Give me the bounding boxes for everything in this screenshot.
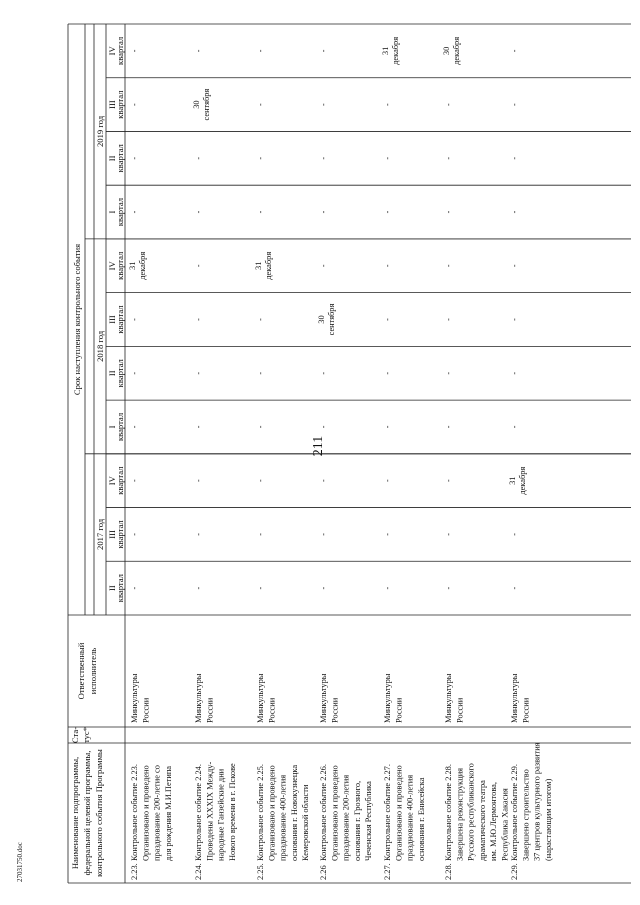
row-deadline-empty: -: [510, 264, 519, 268]
header-name-column: федеральной целевой программы,: [82, 750, 92, 876]
row-deadline-empty: -: [444, 425, 453, 429]
page-number: 211: [311, 435, 326, 457]
row-deadline-empty: -: [130, 425, 139, 429]
header-quarter-label: квартал: [115, 305, 125, 334]
row-event-name: празднование 200-летия: [341, 774, 351, 861]
row-responsible: России: [205, 697, 215, 723]
row-deadline-empty: -: [510, 156, 519, 160]
row-deadline-empty: -: [194, 533, 203, 536]
row-event-name: Завершено строительство: [521, 769, 531, 861]
row-deadline-day: 30: [442, 46, 451, 56]
row-deadline-empty: -: [130, 103, 139, 106]
row-event-name: для рождения М.И.Петипа: [163, 765, 173, 861]
row-event-name: Республика Хакасия: [500, 788, 510, 861]
row-responsible: России: [455, 697, 465, 723]
row-deadline-empty: -: [130, 318, 139, 321]
row-responsible: Минкультуры: [194, 673, 203, 723]
header-quarter-label: квартал: [115, 251, 125, 280]
header-quarter-label: квартал: [115, 359, 125, 388]
row-deadline-empty: -: [256, 479, 265, 483]
header-responsible-column: исполнитель: [88, 647, 98, 695]
row-deadline-empty: -: [383, 479, 392, 483]
row-deadline-empty: -: [383, 318, 392, 321]
row-number: 2.25.: [256, 863, 265, 880]
row-responsible: России: [394, 697, 404, 723]
row-event-name: Русского республиканского: [466, 763, 476, 861]
row-responsible: Минкультуры: [444, 673, 453, 723]
row-event-name: драматического театра: [477, 780, 487, 861]
row-deadline-empty: -: [130, 371, 139, 375]
row-number: 2.24.: [194, 863, 203, 880]
row-deadline-empty: -: [194, 318, 203, 321]
row-deadline-day: 30: [317, 315, 326, 324]
header-quarter-number: I: [107, 210, 117, 214]
row-deadline-month: сентября: [202, 88, 211, 121]
row-deadline-empty: -: [444, 103, 453, 106]
row-deadline-empty: -: [319, 479, 328, 483]
row-number: 2.29.: [510, 863, 519, 880]
row-deadline-empty: -: [130, 156, 139, 160]
row-deadline-empty: -: [383, 210, 392, 214]
row-responsible: Минкультуры: [510, 673, 519, 723]
row-deadline-day: 31: [254, 261, 263, 270]
row-deadline-empty: -: [510, 49, 519, 53]
row-responsible: Минкультуры: [130, 673, 139, 723]
row-deadline-empty: -: [319, 425, 328, 429]
row-deadline-empty: -: [444, 586, 453, 590]
header-year: 2017 год: [95, 518, 105, 550]
row-deadline-empty: -: [444, 264, 453, 268]
row-deadline-empty: -: [319, 210, 328, 214]
header-quarter-number: I: [107, 425, 117, 429]
row-deadline-empty: -: [510, 586, 519, 590]
row-deadline-empty: -: [383, 103, 392, 106]
row-deadline-empty: -: [130, 210, 139, 214]
row-deadline-empty: -: [510, 210, 519, 214]
row-number: 2.26: [319, 865, 328, 880]
row-event-name: Организовано и проведено: [267, 765, 277, 861]
row-event-name: основания г. Енисейска: [416, 777, 426, 861]
row-deadline-month: сентября: [327, 303, 336, 336]
row-deadline-empty: -: [319, 533, 328, 536]
row-event-name: Контрольное событие 2.27.: [383, 764, 392, 861]
row-deadline-empty: -: [194, 479, 203, 483]
row-deadline-empty: -: [319, 156, 328, 160]
row-event-name: Контрольное событие 2.26.: [319, 764, 328, 861]
row-responsible: Минкультуры: [319, 673, 328, 723]
row-responsible: России: [267, 697, 277, 723]
row-deadline-empty: -: [256, 103, 265, 106]
row-number: 2.23.: [130, 863, 139, 880]
header-quarter-label: квартал: [115, 412, 125, 442]
row-deadline-day: 31: [508, 476, 517, 485]
row-deadline-month: декабря: [264, 251, 273, 280]
row-deadline-empty: -: [444, 371, 453, 375]
row-deadline-day: 31: [128, 261, 137, 270]
row-event-name: основания г. Грозного,: [352, 780, 362, 861]
row-deadline-empty: -: [510, 425, 519, 429]
header-name-column: контрольного события Программы: [94, 749, 104, 877]
header-year: 2018 год: [95, 330, 105, 362]
row-event-name: празднование 400-летия: [405, 774, 415, 861]
row-deadline-empty: -: [194, 49, 203, 53]
header-quarter-number: IV: [107, 46, 117, 56]
row-event-name: Организовано и проведено: [394, 765, 404, 861]
row-deadline-empty: -: [256, 49, 265, 53]
row-deadline-empty: -: [510, 318, 519, 321]
row-deadline-empty: -: [130, 533, 139, 536]
row-number: 2.28.: [444, 863, 453, 880]
row-deadline-empty: -: [194, 425, 203, 429]
header-quarter-label: квартал: [115, 466, 125, 495]
row-event-name: Проведены XXXIX Между-: [205, 761, 215, 861]
row-deadline-empty: -: [194, 264, 203, 268]
row-deadline-empty: -: [194, 156, 203, 160]
row-event-name: Завершена реконструкция: [455, 767, 465, 861]
header-quarter-label: квартал: [115, 197, 125, 227]
header-quarter-number: IV: [107, 476, 117, 486]
row-deadline-empty: -: [319, 103, 328, 106]
row-deadline-empty: -: [319, 586, 328, 590]
header-quarter-number: III: [107, 100, 117, 109]
row-deadline-month: декабря: [518, 466, 527, 495]
row-responsible: Минкультуры: [383, 673, 392, 723]
header-quarter-label: квартал: [115, 574, 125, 603]
header-responsible-column: Ответственный: [76, 642, 86, 700]
row-event-name: им. М.Ю.Лермонтова,: [489, 782, 499, 861]
row-deadline-month: декабря: [452, 36, 461, 65]
header-quarter-label: квартал: [115, 36, 125, 65]
row-deadline-empty: -: [194, 586, 203, 590]
row-event-name: народные Ганзейские дни: [216, 768, 226, 861]
header-deadline: Срок наступления контрольного события: [72, 243, 82, 396]
row-event-name: (нарастающим итогом): [543, 778, 553, 861]
row-deadline-empty: -: [130, 49, 139, 53]
row-deadline-empty: -: [256, 318, 265, 321]
row-event-name: Контрольное событие 2.24.: [194, 764, 203, 861]
row-deadline-empty: -: [256, 586, 265, 590]
header-name-column: Наименование подпрограммы,: [70, 756, 80, 870]
row-event-name: празднование 400-летия: [278, 774, 288, 861]
header-quarter-number: II: [107, 155, 117, 162]
header-status-column: тус*: [81, 726, 91, 744]
row-number: 2.27.: [383, 863, 392, 880]
row-deadline-empty: -: [383, 533, 392, 536]
row-event-name: 37 центров культурного развития: [532, 742, 542, 861]
row-event-name: Контрольное событие 2.25.: [256, 764, 265, 861]
row-event-name: Кемеровской области: [301, 784, 311, 861]
row-deadline-day: 31: [381, 46, 390, 56]
row-deadline-empty: -: [130, 479, 139, 483]
row-event-name: Контрольное событие 2.23.: [130, 764, 139, 861]
header-quarter-number: IV: [107, 261, 117, 271]
row-deadline-empty: -: [194, 210, 203, 214]
header-quarter-label: квартал: [115, 90, 125, 119]
row-deadline-empty: -: [130, 586, 139, 590]
row-deadline-empty: -: [383, 156, 392, 160]
row-deadline-empty: -: [510, 371, 519, 375]
document-code: 27031750.doc: [16, 842, 24, 882]
row-deadline-empty: -: [444, 210, 453, 214]
row-responsible: России: [521, 697, 531, 723]
row-deadline-empty: -: [444, 318, 453, 321]
row-deadline-empty: -: [383, 264, 392, 268]
row-deadline-empty: -: [383, 586, 392, 590]
header-year: 2019 год: [95, 115, 105, 147]
row-event-name: основания г. Новокузнецка: [289, 764, 299, 861]
row-deadline-empty: -: [319, 371, 328, 375]
row-deadline-month: декабря: [138, 251, 147, 280]
header-quarter-number: II: [107, 585, 117, 592]
row-deadline-month: декабря: [391, 36, 400, 65]
header-quarter-number: II: [107, 370, 117, 377]
row-deadline-empty: -: [194, 371, 203, 375]
row-deadline-empty: -: [444, 533, 453, 536]
header-quarter-number: III: [107, 315, 117, 324]
row-deadline-empty: -: [256, 533, 265, 536]
row-deadline-empty: -: [510, 103, 519, 106]
row-responsible: России: [330, 697, 340, 723]
row-deadline-empty: -: [383, 425, 392, 429]
row-responsible: России: [141, 697, 151, 723]
row-event-name: Контрольное событие 2.28.: [444, 764, 453, 861]
row-deadline-empty: -: [319, 49, 328, 53]
row-deadline-empty: -: [444, 156, 453, 160]
row-event-name: Организовано и проведено: [330, 765, 340, 861]
row-deadline-day: 30: [192, 100, 201, 109]
row-event-name: Нового времени в г. Пскове: [227, 763, 237, 861]
row-deadline-empty: -: [256, 371, 265, 375]
row-event-name: Организовано и проведено: [141, 765, 151, 861]
row-deadline-empty: -: [256, 210, 265, 214]
row-deadline-empty: -: [510, 533, 519, 536]
row-event-name: празднование 200-летие со: [152, 765, 162, 861]
row-deadline-empty: -: [256, 425, 265, 429]
row-deadline-empty: -: [383, 371, 392, 375]
header-status-column: Ста-: [70, 726, 80, 744]
row-deadline-empty: -: [256, 156, 265, 160]
row-deadline-empty: -: [319, 264, 328, 268]
row-event-name: Контрольное событие 2.29.: [510, 764, 519, 861]
row-event-name: Чеченская Республика: [364, 781, 374, 861]
header-quarter-label: квартал: [115, 144, 125, 173]
row-responsible: Минкультуры: [256, 673, 265, 723]
header-quarter-number: III: [107, 530, 117, 539]
row-deadline-empty: -: [444, 479, 453, 483]
header-quarter-label: квартал: [115, 520, 125, 549]
